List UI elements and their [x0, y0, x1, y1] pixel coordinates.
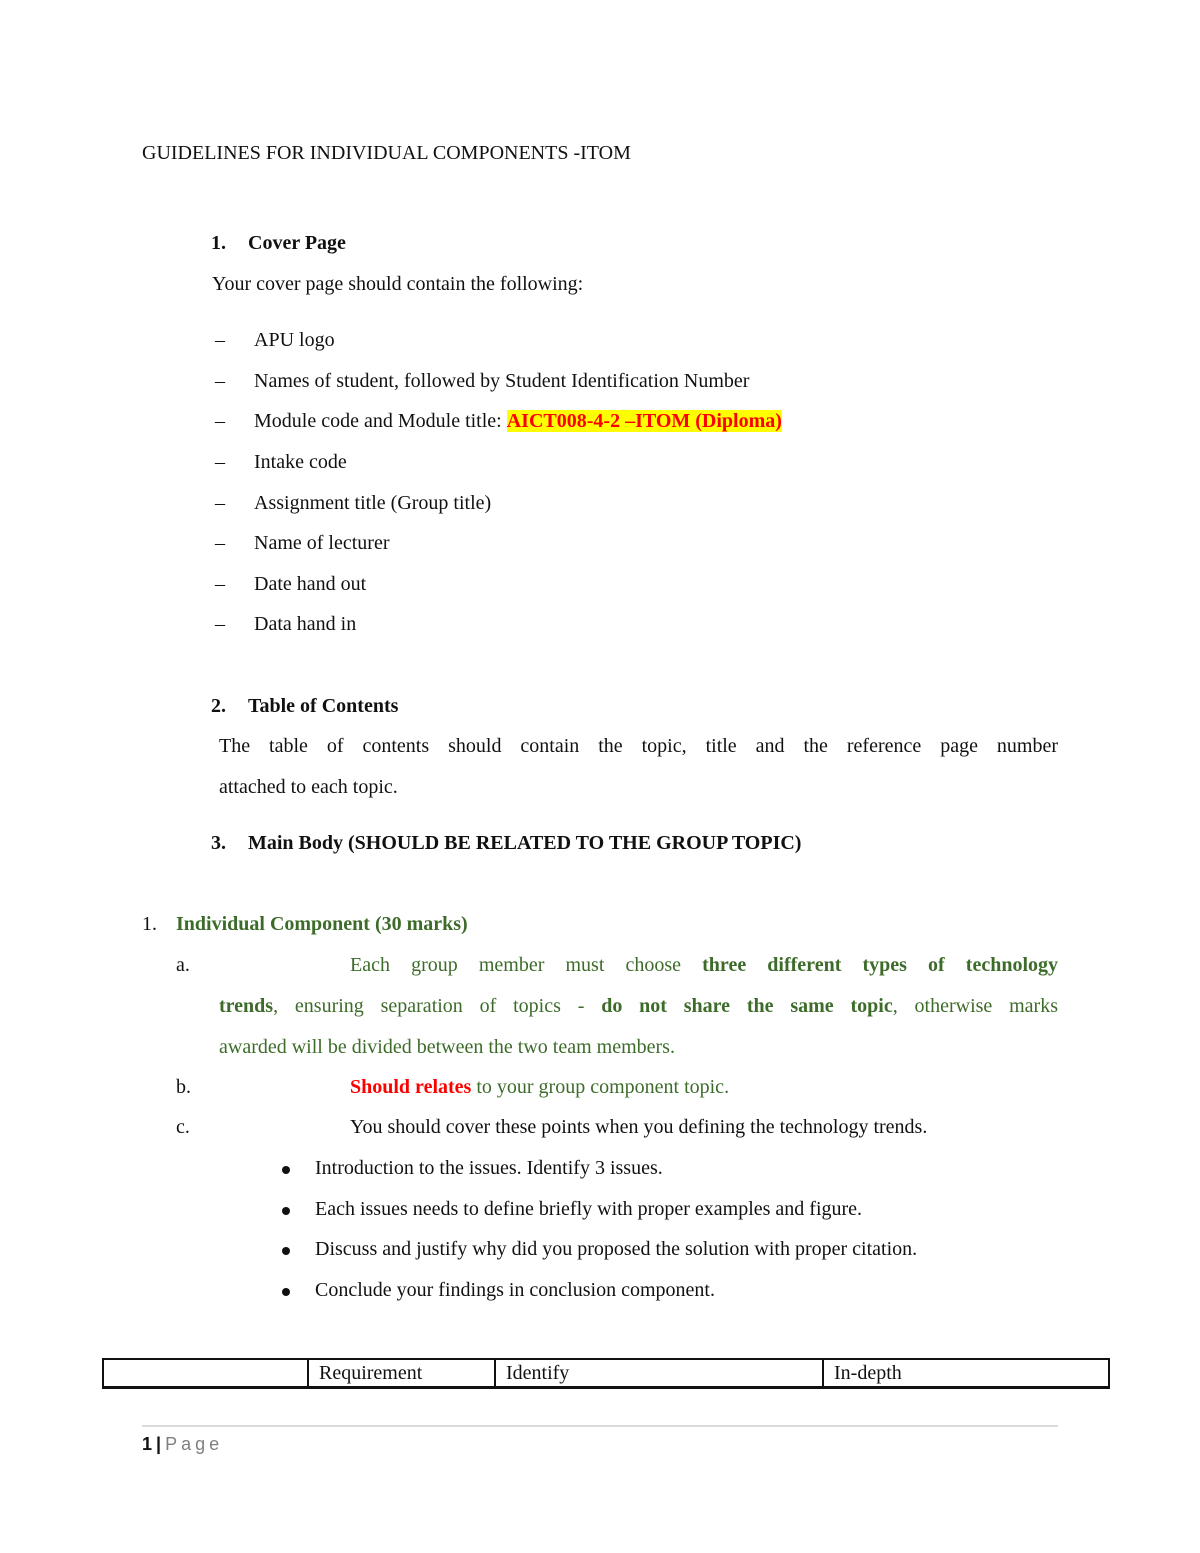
list-item: Each issues needs to define briefly with proper examples and figure.	[315, 1198, 863, 1220]
page-footer	[142, 1434, 223, 1455]
section-2-heading: Table of Contents	[248, 695, 399, 717]
page-label: Page	[165, 1434, 224, 1454]
item-b-marker: b.	[176, 1076, 191, 1098]
page-title: GUIDELINES FOR INDIVIDUAL COMPONENTS -ITOM	[142, 142, 631, 164]
table-header-cell	[103, 1359, 308, 1388]
item-a-marker: a.	[176, 954, 190, 976]
item-b-text: to your group component topic.	[471, 1076, 730, 1098]
bullet-icon	[282, 1207, 290, 1215]
list-item: Conclude your findings in conclusion component.	[315, 1279, 715, 1301]
list-item: Discuss and justify why did you proposed the solution with proper citation.	[315, 1238, 918, 1260]
section-3-heading: Main Body (SHOULD BE RELATED TO THE GROUP TOPIC)	[248, 832, 802, 854]
item-c-marker: c.	[176, 1116, 190, 1138]
item-a-text: , otherwise marks	[892, 995, 1058, 1017]
table-header-cell: Requirement	[308, 1359, 495, 1388]
item-a-line1	[350, 954, 1058, 977]
footer-separator: |	[156, 1434, 162, 1454]
section-2-body-line1: The table of contents should contain the topic, title and the reference page number	[219, 735, 1058, 757]
item-a-text: , ensuring separation of topics -	[273, 995, 585, 1017]
list-item: Assignment title (Group title)	[254, 492, 492, 514]
requirements-table	[102, 1358, 1110, 1389]
table-header-cell: Identify	[495, 1359, 823, 1388]
individual-number: 1.	[142, 913, 157, 935]
list-item: Data hand in	[254, 613, 357, 635]
item-a-bold: trends	[219, 995, 274, 1017]
item-b-line	[350, 1076, 729, 1099]
list-dash: –	[215, 329, 225, 351]
item-a-text: Each group member must choose	[350, 954, 682, 976]
list-dash: –	[215, 492, 225, 514]
list-item: Names of student, followed by Student Identification Number	[254, 370, 750, 392]
item-a-line2	[219, 995, 1058, 1018]
list-item: APU logo	[254, 329, 335, 351]
section-3-number: 3.	[211, 832, 226, 854]
list-item: Date hand out	[254, 573, 367, 595]
list-item: Intake code	[254, 451, 347, 473]
item-a-line3: awarded will be divided between the two team members.	[219, 1036, 675, 1058]
bullet-icon	[282, 1247, 290, 1255]
list-dash: –	[215, 532, 225, 554]
individual-heading: Individual Component (30 marks)	[176, 913, 468, 935]
page-number: 1	[142, 1434, 153, 1454]
footer-divider	[142, 1425, 1058, 1427]
list-item: Name of lecturer	[254, 532, 390, 554]
section-1-intro: Your cover page should contain the following:	[212, 273, 584, 295]
module-code-highlight: AICT008-4-2 –ITOM (Diploma)	[506, 410, 782, 432]
section-1-number: 1.	[211, 232, 226, 254]
item-a-bold: three different types of technology	[702, 954, 1058, 976]
item-a-bold: do not share the same topic	[601, 995, 893, 1017]
table-header-row	[103, 1359, 1109, 1388]
list-dash: –	[215, 451, 225, 473]
table-header-cell: In-depth	[823, 1359, 1109, 1388]
list-item: Introduction to the issues. Identify 3 issues.	[315, 1157, 663, 1179]
bullet-icon	[282, 1166, 290, 1174]
section-2-number: 2.	[211, 695, 226, 717]
section-1-heading: Cover Page	[248, 232, 346, 254]
module-label: Module code and Module title:	[254, 410, 507, 432]
list-item	[254, 410, 782, 433]
list-dash: –	[215, 573, 225, 595]
item-b-bold: Should relates	[350, 1076, 472, 1098]
list-dash: –	[215, 613, 225, 635]
list-dash: –	[215, 410, 225, 432]
section-2-body-line2: attached to each topic.	[219, 776, 398, 798]
list-dash: –	[215, 370, 225, 392]
item-c-line: You should cover these points when you defining the technology trends.	[350, 1116, 928, 1138]
bullet-icon	[282, 1288, 290, 1296]
